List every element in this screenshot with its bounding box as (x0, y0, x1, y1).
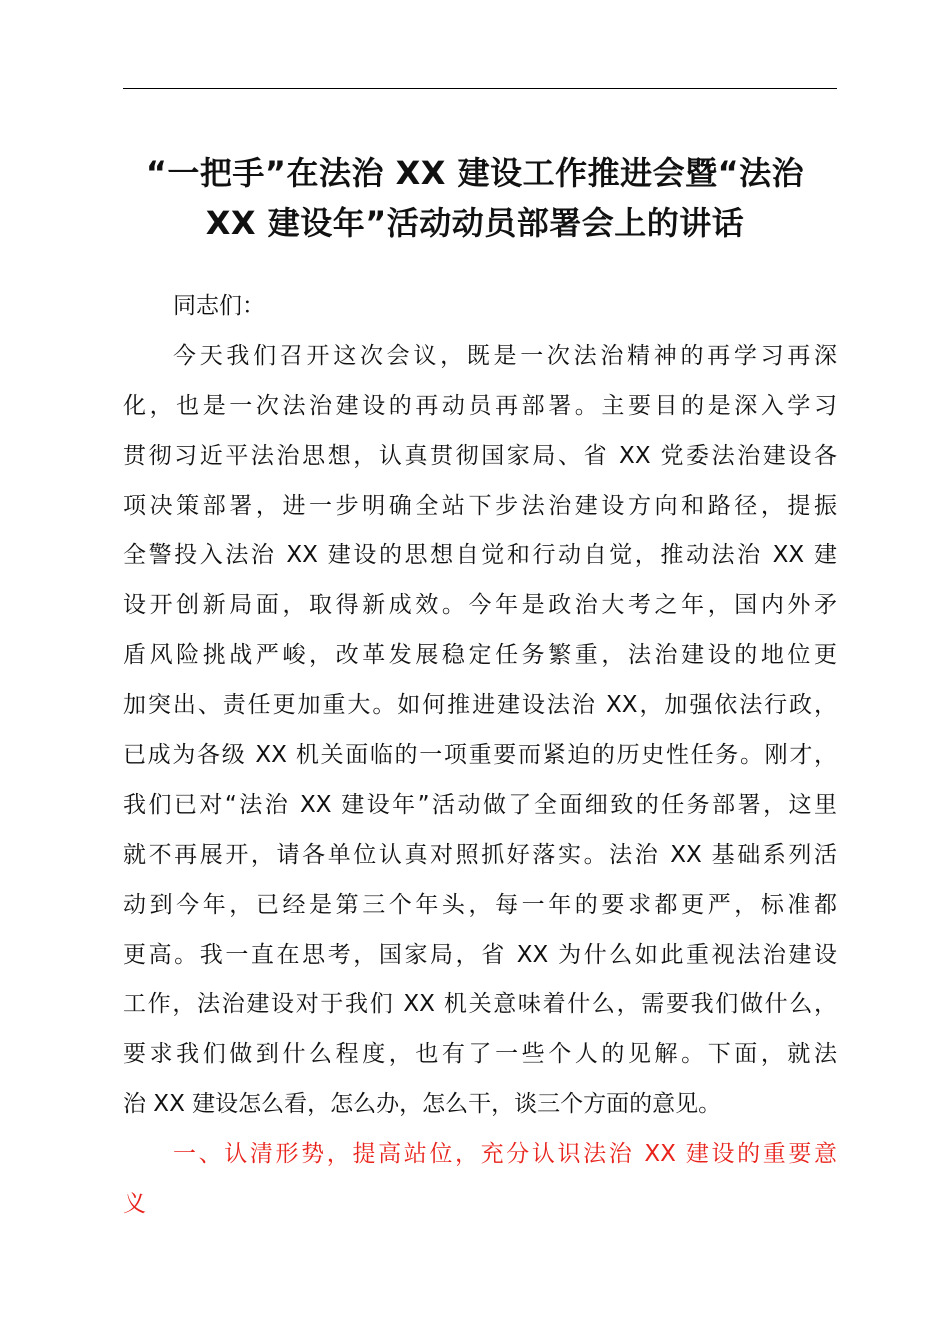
header-rule (123, 88, 837, 89)
title-line: “一把手”在法治 XX 建设工作推进会暨“法治 (145, 154, 805, 192)
salutation: 同志们： (173, 293, 265, 319)
paragraph-line: 已成为各级 XX 机关面临的一项重要而紧迫的历史性任务。刚才， (123, 742, 837, 769)
paragraph-line: 要求我们做到什么程度，也有了一些个人的见解。下面，就法 (123, 1041, 837, 1068)
title-line: XX 建设年”活动动员部署会上的讲话 (205, 204, 745, 242)
document-body (123, 282, 837, 1230)
paragraph-line: 化，也是一次法治建设的再动员再部署。主要目的是深入学习 (123, 392, 837, 419)
paragraph-line: 就不再展开，请各单位认真对照抓好落实。法治 XX 基础系列活 (123, 841, 837, 868)
paragraph-line: 项决策部署，进一步明确全站下步法治建设方向和路径，提振 (123, 492, 837, 519)
paragraph-line: 设开创新局面，取得新成效。今年是政治大考之年，国内外矛 (123, 592, 837, 619)
document-title (100, 148, 850, 248)
paragraph-line: 盾风险挑战严峻，改革发展稳定任务繁重，法治建设的地位更 (123, 642, 837, 669)
paragraph-line: 今天我们召开这次会议，既是一次法治精神的再学习再深 (173, 342, 837, 369)
section-heading-line: 义 (123, 1191, 146, 1218)
paragraph-line: 贯彻习近平法治思想，认真贯彻国家局、省 XX 党委法治建设各 (123, 442, 837, 469)
section-heading-line: 一、认清形势，提高站位，充分认识法治 XX 建设的重要意 (173, 1141, 837, 1168)
paragraph-line: 我们已对“法治 XX 建设年”活动做了全面细致的任务部署，这里 (123, 791, 837, 818)
paragraph-line: 加突出、责任更加重大。如何推进建设法治 XX，加强依法行政， (123, 692, 837, 719)
paragraph-line: 工作，法治建设对于我们 XX 机关意味着什么，需要我们做什么， (123, 991, 837, 1018)
paragraph-line: 治 XX 建设怎么看，怎么办，怎么干，谈三个方面的意见。 (123, 1091, 722, 1118)
paragraph-line: 全警投入法治 XX 建设的思想自觉和行动自觉，推动法治 XX 建 (123, 542, 837, 569)
paragraph-line: 更高。我一直在思考，国家局，省 XX 为什么如此重视法治建设 (123, 941, 837, 968)
paragraph-line: 动到今年，已经是第三个年头，每一年的要求都更严，标准都 (123, 891, 837, 918)
